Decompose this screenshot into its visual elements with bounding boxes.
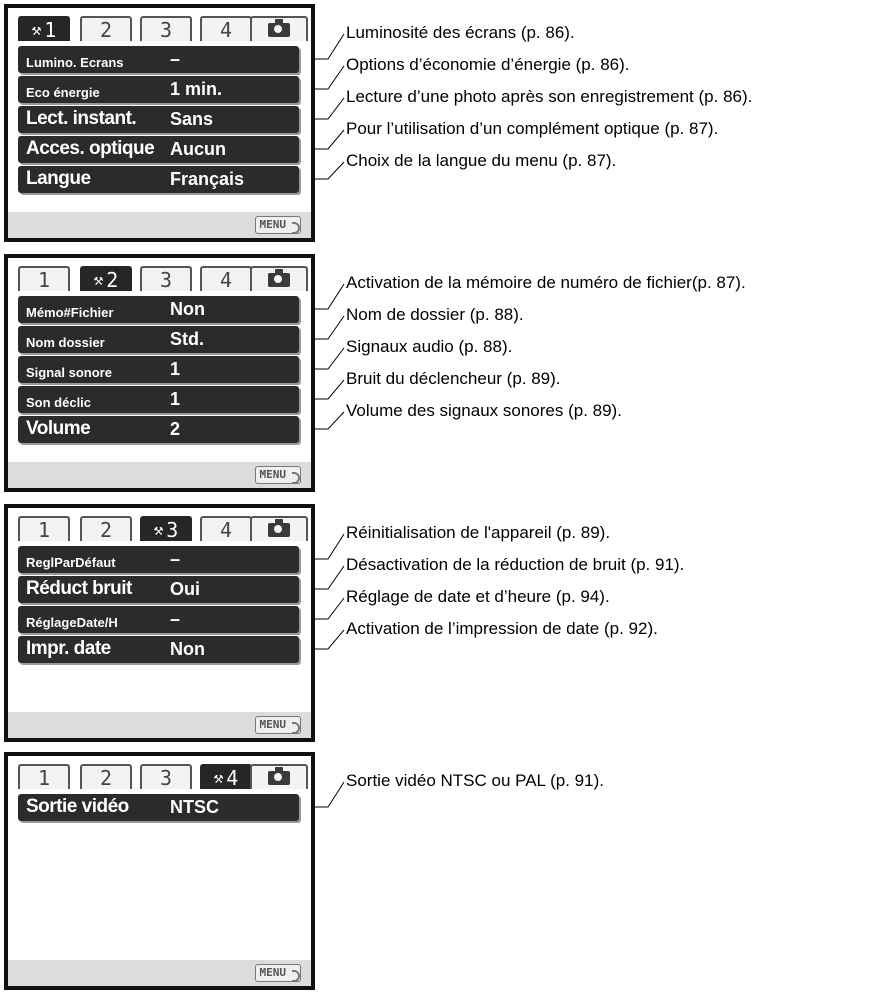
callout-leader-line [312,566,344,589]
callout-text: Désactivation de la réduction de bruit (p. 91). [346,555,685,574]
callout-text: Sortie vidéo NTSC ou PAL (p. 91). [346,771,604,790]
menu-row-value: 1 [170,389,181,409]
callout-leader-line [312,98,344,119]
menu-row-label: Acces. optique [26,138,155,159]
tab-label: 1 [37,765,51,790]
callout-text: Activation de l’impression de date (p. 92). [346,619,658,638]
callout-leader-line [312,348,344,369]
tab-label: 4 [219,17,233,42]
callout-text: Choix de la langue du menu (p. 87). [346,151,617,170]
tab-label: 3 [159,17,173,42]
callout-text: Nom de dossier (p. 88). [346,305,524,324]
menu-row-value: – [170,49,181,69]
tab-label: 2 [99,517,113,542]
tab-label: 3 [159,267,173,292]
menu-row-label: Son déclic [26,395,92,410]
menu-row-value: Sans [170,109,214,129]
menu-row-label: Langue [26,168,91,189]
menu-button-label: MENU [259,468,286,481]
callout-leader-line [312,162,344,179]
wrench-icon: ⚒ [153,520,164,539]
callout-leader-line [312,412,344,429]
menu-row-label: Volume [26,418,91,439]
callout-leader-line [312,316,344,339]
wrench-icon: ⚒ [213,768,224,787]
callout-leader-line [312,380,344,399]
menu-row-value: – [170,549,181,569]
callout-leader-line [312,598,344,619]
menu-row-label: Lect. instant. [26,108,137,129]
wrench-icon: ⚒ [93,270,104,289]
callout-leader-line [312,130,344,149]
callout-text: Activation de la mémoire de numéro de fichier(p. 87). [346,273,746,292]
tab-label: 4 [219,517,233,542]
callout-text: Lecture d’une photo après son enregistrement (p. 86). [346,87,753,106]
callout-text: Bruit du déclencheur (p. 89). [346,369,561,388]
tab-label: 3 [159,765,173,790]
menu-row-label: Mémo#Fichier [26,305,114,320]
wrench-icon: ⚒ [31,20,42,39]
callout-text: Pour l’utilisation d’un complément optique (p. 87). [346,119,719,138]
menu-row-label: RéglageDate/H [26,615,118,630]
menu-row-value: 2 [170,419,181,439]
tab-label: 2 [106,267,119,292]
menu-button-label: MENU [259,966,286,979]
menu-row-value: 1 min. [170,79,223,99]
tab-label: 2 [99,765,113,790]
callout-text: Luminosité des écrans (p. 86). [346,23,575,42]
menu-row-value: Aucun [170,139,226,159]
callout-text: Réinitialisation de l'appareil (p. 89). [346,523,611,542]
callout-leader-line [312,66,344,89]
tab-label: 2 [99,17,113,42]
callout-text: Signaux audio (p. 88). [346,337,513,356]
menu-row-label: Eco énergie [26,85,100,100]
tab-label: 1 [44,17,57,42]
tab-label: 4 [226,765,239,790]
menu-row-label: Nom dossier [26,335,105,350]
callout-leader-line [312,284,344,309]
tab-label: 1 [37,517,51,542]
menu-row-label: Impr. date [26,638,111,659]
menu-row-value: Oui [170,579,200,599]
menu-row-label: Sortie vidéo [26,796,129,817]
callout-text: Volume des signaux sonores (p. 89). [346,401,622,420]
menu-row-label: Lumino. Ecrans [26,55,124,70]
menu-row-value: Non [170,299,205,319]
callout-leader-line [312,34,344,59]
callout-leader-line [312,534,344,559]
callout-text: Options d’économie d’énergie (p. 86). [346,55,630,74]
menu-row-value: Français [170,169,245,189]
menu-row-label: ReglParDéfaut [26,555,116,570]
menu-row-value: 1 [170,359,181,379]
menu-row-value: Std. [170,329,204,349]
menu-row-value: – [170,609,181,629]
callout-text: Réglage de date et d’heure (p. 94). [346,587,610,606]
menu-row-label: Signal sonore [26,365,112,380]
menu-button-label: MENU [259,218,286,231]
tab-label: 1 [37,267,51,292]
callout-leader-line [312,782,344,807]
tab-label: 3 [166,517,179,542]
callout-leader-line [312,630,344,649]
menu-button-label: MENU [259,718,286,731]
menu-row-value: Non [170,639,205,659]
menu-row-value: NTSC [170,797,219,817]
tab-label: 4 [219,267,233,292]
menu-row-label: Réduct bruit [26,578,132,599]
